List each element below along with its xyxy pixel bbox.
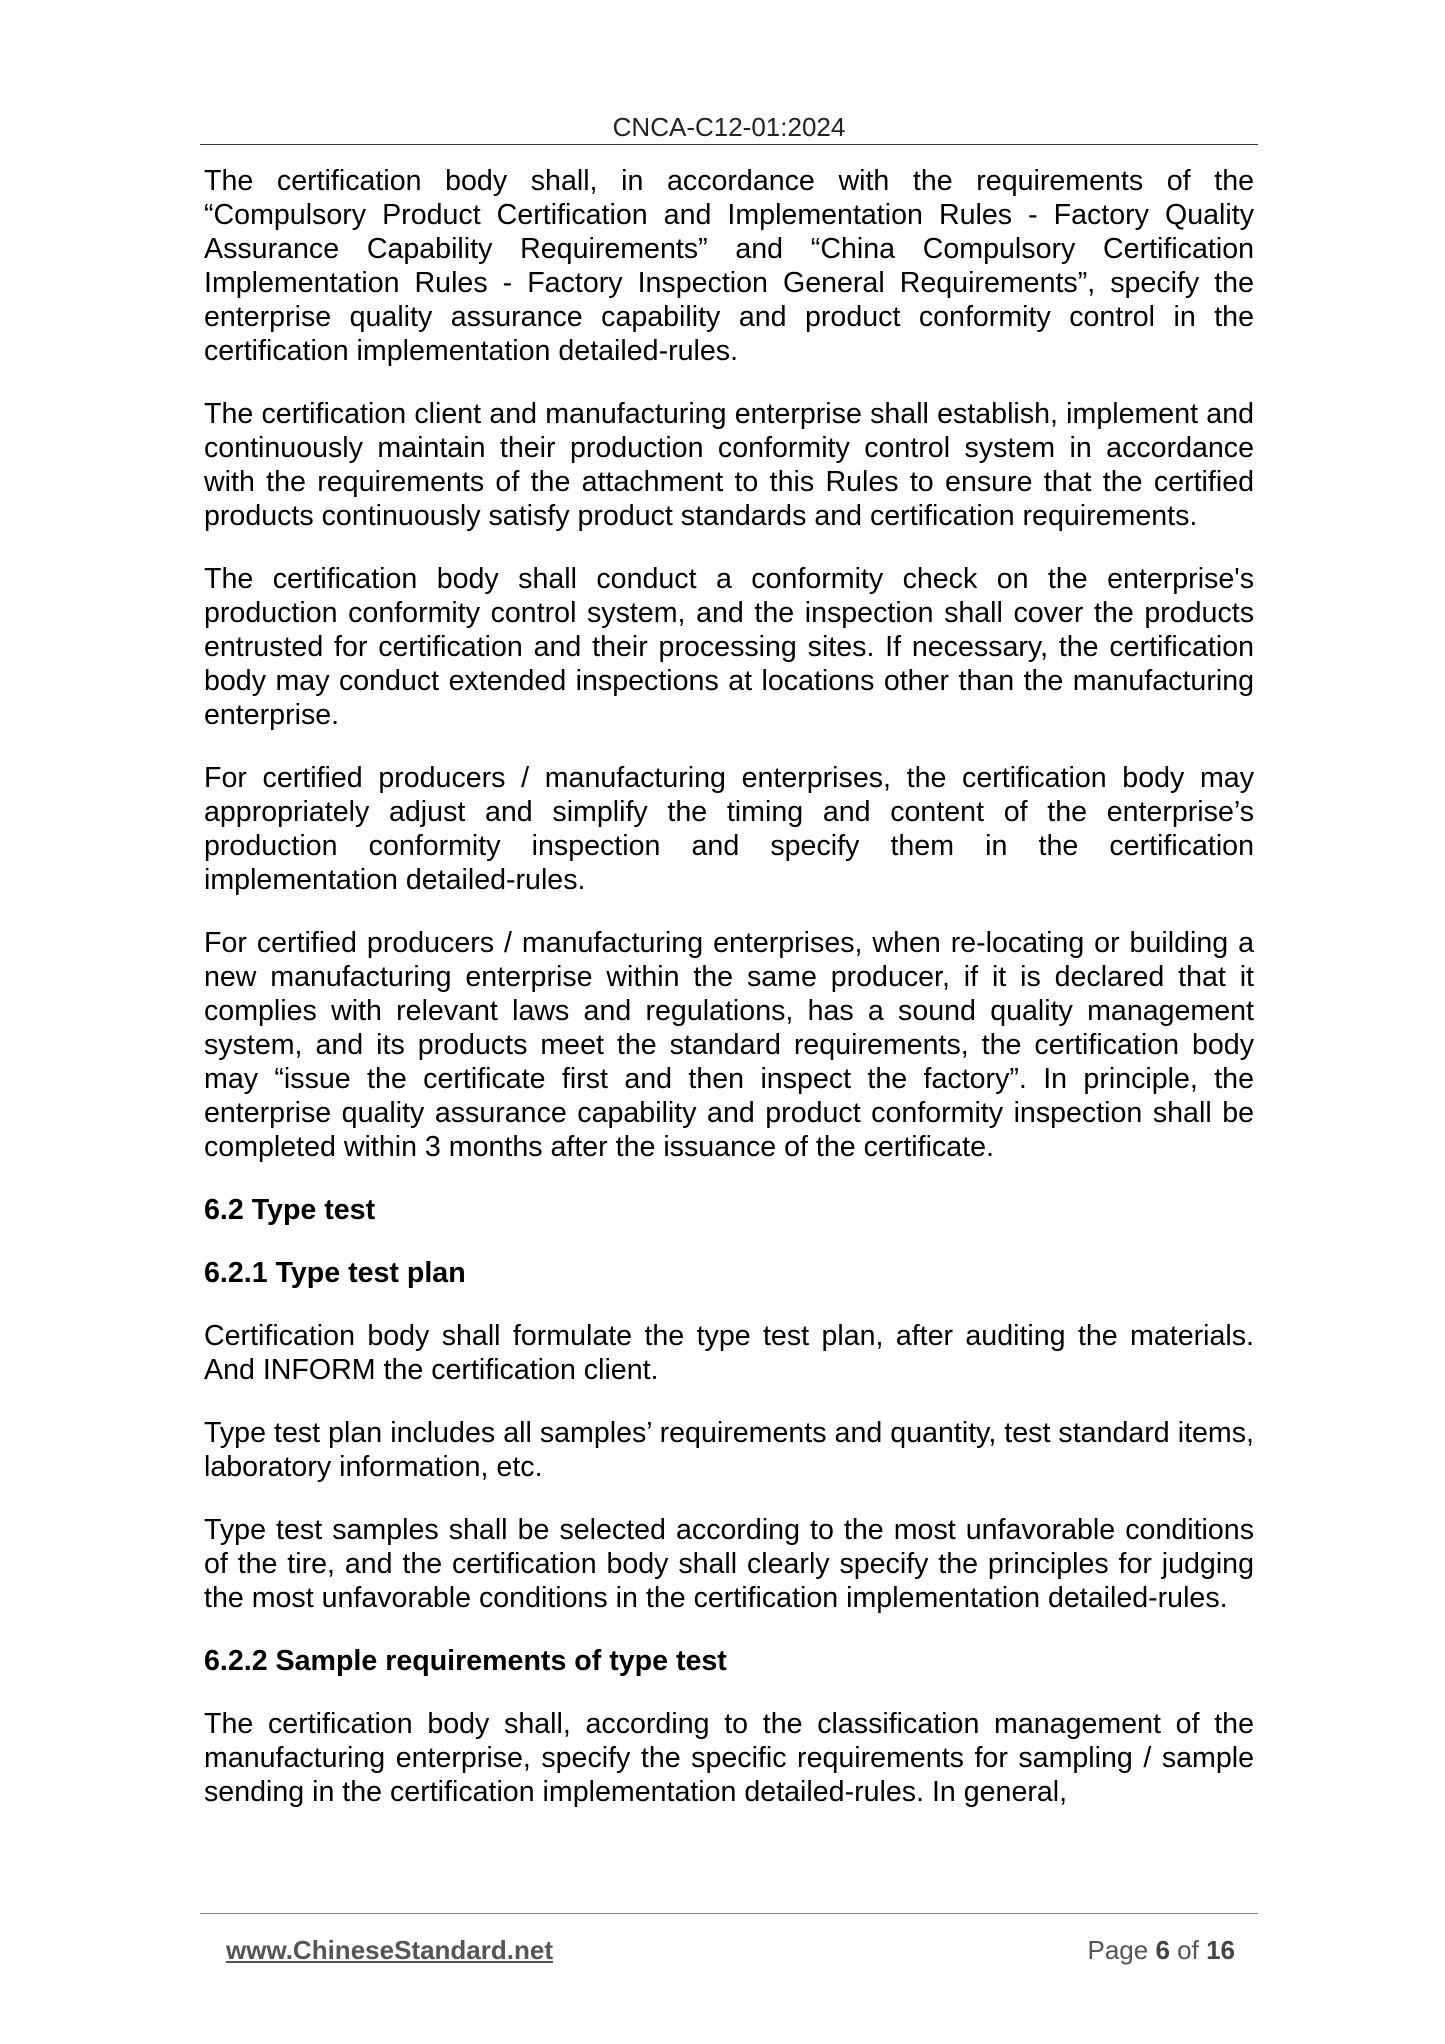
paragraph-simplified-inspection: For certified producers / manufacturing enterprises, the certification body may appropriately adjust and simplify the timing and content of the enterprise’s production conformity inspection and specify them in the certification implementation detailed-rules. [204, 762, 1254, 896]
paragraph-sample-selection: Type test samples shall be selected according to the most unfavorable conditions of the tire, and the certification body shall clearly specify the principles for judging the most unfavorable conditions in the certification implementation detailed-rules. [204, 1514, 1254, 1614]
page-word: Page [1087, 1935, 1149, 1965]
paragraph-relocation: For certified producers / manufacturing enterprises, when re-locating or building a new manufacturing enterprise within the same producer, if it is declared that it complies with relevant laws and regulations, has a sound quality management system, and its products meet the standard requirements, the certification body may “issue the certificate first and then inspect the factory”. In principle, the enterprise quality assurance capability and product conformity inspection shall be completed within 3 months after the issuance of the certificate. [204, 927, 1254, 1163]
heading-sample-requirements: 6.2.2 Sample requirements of type test [204, 1645, 727, 1677]
paragraph-quality-assurance: The certification body shall, in accordance with the requirements of the “Compulsory Product Certification and Implementation Rules - Factory Quality Assurance Capability Requirements” and “China Compulsory Certification Implementation Rules - Factory Inspection General Requirements”, specify the enterprise quality assurance capability and product conformity control in the certification implementation detailed-rules. [204, 165, 1254, 367]
heading-type-test: 6.2 Type test [204, 1194, 376, 1226]
paragraph-test-plan-contents: Type test plan includes all samples’ requirements and quantity, test standard items, laboratory information, etc. [204, 1417, 1254, 1483]
footer-divider [200, 1913, 1258, 1914]
paragraph-test-plan-formulation: Certification body shall formulate the type test plan, after auditing the materials. And INFORM the certification client. [204, 1320, 1254, 1386]
paragraph-conformity-check: The certification body shall conduct a conformity check on the enterprise's production conformity control system, and the inspection shall cover the products entrusted for certification and their processing sites. If necessary, the certification body may conduct extended inspections at locations other than the manufacturing enterprise. [204, 563, 1254, 731]
page-body [204, 164, 1254, 1838]
page-current: 6 [1155, 1935, 1170, 1965]
heading-type-test-plan: 6.2.1 Type test plan [204, 1257, 466, 1289]
page-total: 16 [1206, 1935, 1235, 1965]
page-indicator [1087, 1935, 1235, 1966]
page-of: of [1177, 1935, 1199, 1965]
header-divider [200, 144, 1258, 145]
paragraph-conformity-system: The certification client and manufacturing enterprise shall establish, implement and continuously maintain their production conformity control system in accordance with the requirements of the attachment to this Rules to ensure that the certified products continuously satisfy product standards and certification requirements. [204, 398, 1254, 532]
document-code: CNCA-C12-01:2024 [612, 112, 846, 142]
paragraph-sampling-requirements: The certification body shall, according to the classification management of the manufacturing enterprise, specify the specific requirements for sampling / sample sending in the certification implementation detailed-rules. In general, [204, 1708, 1254, 1808]
website-link[interactable]: www.ChineseStandard.net [226, 1935, 553, 1965]
